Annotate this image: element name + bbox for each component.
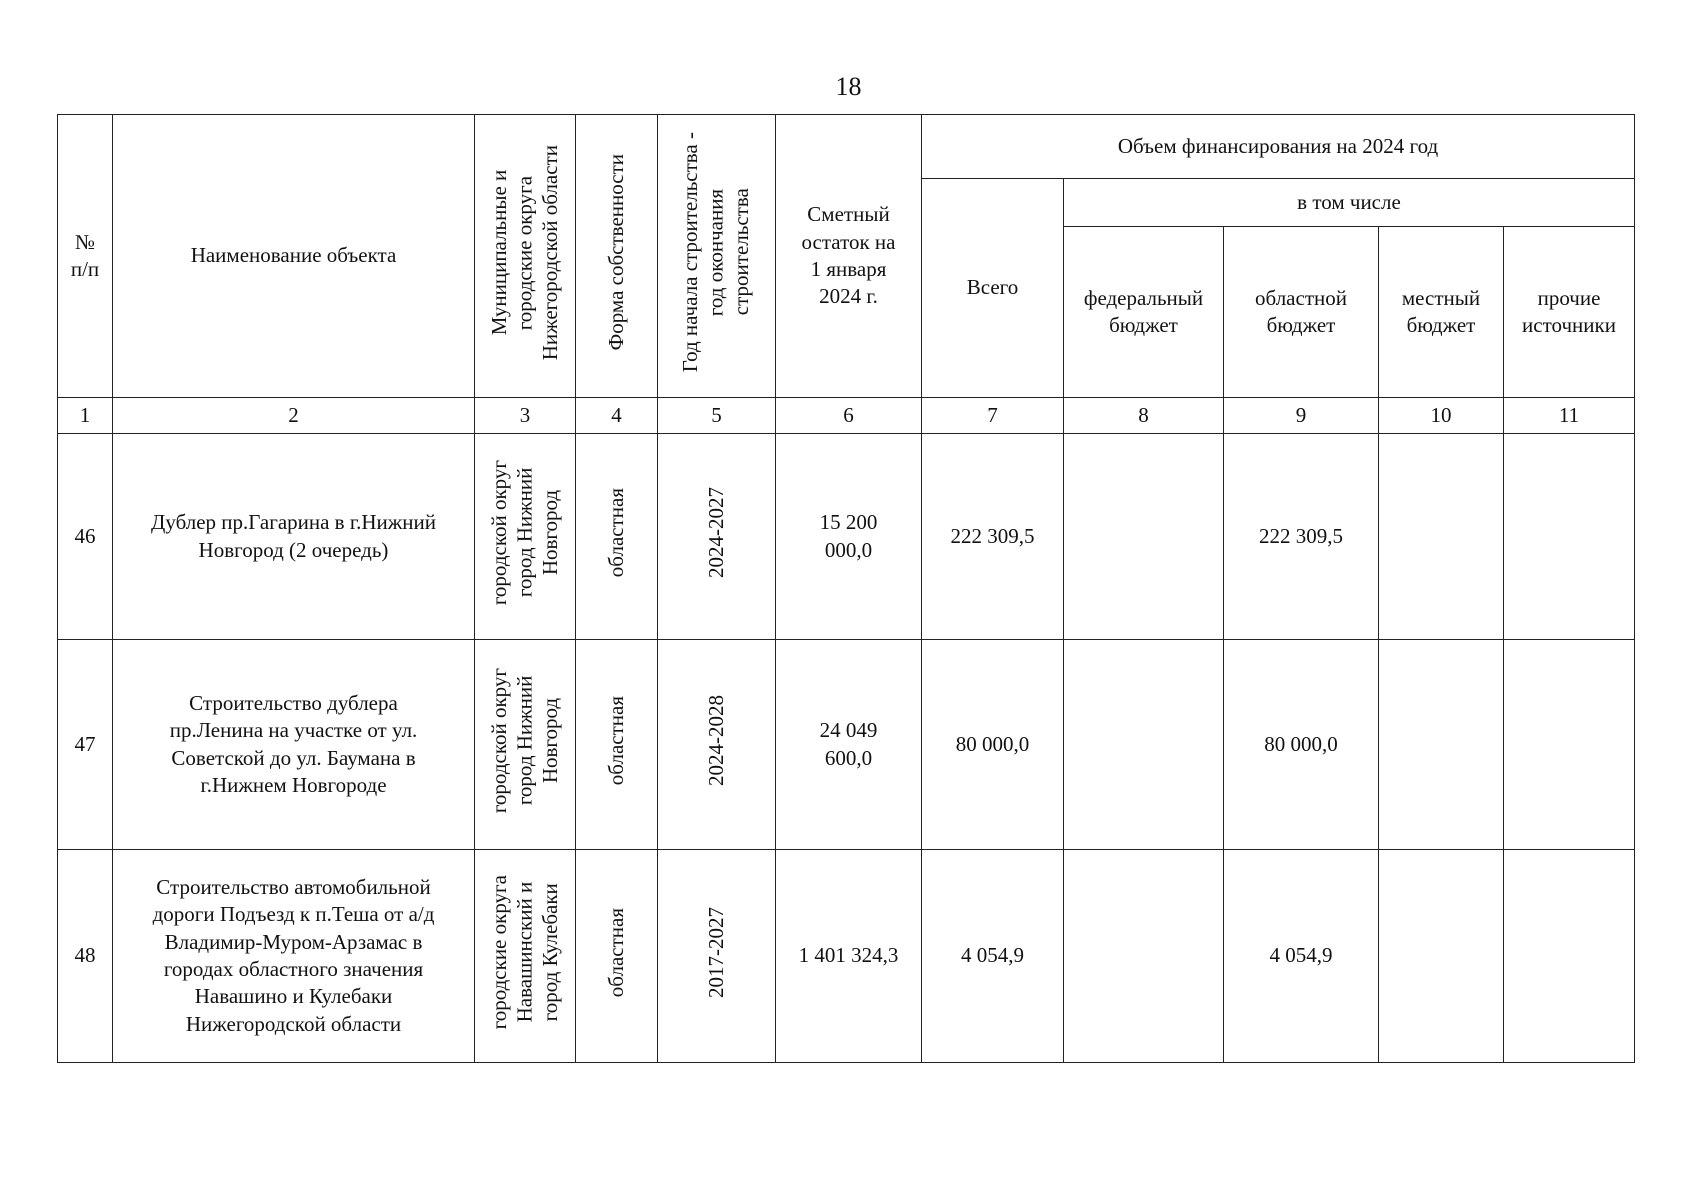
row-total: 222 309,5 <box>922 434 1064 640</box>
row-municipal-cell <box>475 850 576 1063</box>
column-number: 9 <box>1224 398 1379 434</box>
row-federal <box>1064 640 1224 850</box>
row-years-cell <box>658 434 776 640</box>
row-num: 46 <box>58 434 113 640</box>
row-regional: 4 054,9 <box>1224 850 1379 1063</box>
row-object-name: Дублер пр.Гагарина в г.Нижний Новгород (2 очередь) <box>113 434 475 640</box>
row-total: 80 000,0 <box>922 640 1064 850</box>
row-municipal: городской округ город Нижний Новгород <box>486 460 562 606</box>
row-object-name: Строительство дублера пр.Ленина на участке от ул. Советской до ул. Баумана в г.Нижнем Новгороде <box>113 640 475 850</box>
page-number: 18 <box>835 72 862 101</box>
row-federal <box>1064 850 1224 1063</box>
column-number: 2 <box>113 398 475 434</box>
row-estimate: 15 200 000,0 <box>776 434 922 640</box>
row-municipal: городские округа Навашинский и город Кулебаки <box>486 875 562 1030</box>
row-local <box>1379 640 1504 850</box>
column-number: 11 <box>1504 398 1635 434</box>
row-municipal-cell <box>475 640 576 850</box>
table-row <box>58 434 1635 640</box>
row-num: 48 <box>58 850 113 1063</box>
header-federal: федеральный бюджет <box>1064 227 1224 398</box>
header-total: Всего <box>922 179 1064 398</box>
row-regional: 222 309,5 <box>1224 434 1379 640</box>
row-years-cell <box>658 640 776 850</box>
row-ownership: областная <box>603 488 628 578</box>
row-object-name: Строительство автомобильной дороги Подъезд к п.Теша от а/д Владимир-Муром-Арзамас в городах областного значения Навашино и Кулебаки Нижегородской области <box>113 850 475 1063</box>
header-other: прочие источники <box>1504 227 1635 398</box>
row-num: 47 <box>58 640 113 850</box>
row-federal <box>1064 434 1224 640</box>
header-object-name: Наименование объекта <box>113 115 475 398</box>
row-ownership-cell <box>576 850 658 1063</box>
row-ownership: областная <box>603 907 628 997</box>
row-local <box>1379 434 1504 640</box>
row-municipal-cell <box>475 434 576 640</box>
header-regional: областной бюджет <box>1224 227 1379 398</box>
row-local <box>1379 850 1504 1063</box>
row-years-cell <box>658 850 776 1063</box>
row-other <box>1504 850 1635 1063</box>
column-number: 3 <box>475 398 576 434</box>
table-row <box>58 850 1635 1063</box>
row-years: 2024-2027 <box>703 487 728 579</box>
column-number-row <box>58 398 1635 434</box>
column-number: 4 <box>576 398 658 434</box>
table-row <box>58 640 1635 850</box>
row-years: 2024-2028 <box>703 695 728 787</box>
column-number: 10 <box>1379 398 1504 434</box>
header-municipal-cell <box>475 115 576 398</box>
row-ownership-cell <box>576 640 658 850</box>
row-municipal: городской округ город Нижний Новгород <box>486 668 562 814</box>
table-header <box>58 115 1635 434</box>
row-ownership-cell <box>576 434 658 640</box>
header-funding: Объем финансирования на 2024 год <box>922 115 1635 179</box>
header-ownership-cell <box>576 115 658 398</box>
header-years-cell <box>658 115 776 398</box>
column-number: 1 <box>58 398 113 434</box>
header-years: Год начала строительства - год окончания строительства <box>678 132 754 373</box>
column-number: 6 <box>776 398 922 434</box>
row-estimate: 24 049 600,0 <box>776 640 922 850</box>
header-estimate: Сметный остаток на 1 января 2024 г. <box>776 115 922 398</box>
row-total: 4 054,9 <box>922 850 1064 1063</box>
row-other <box>1504 640 1635 850</box>
header-local: местный бюджет <box>1379 227 1504 398</box>
header-num: № п/п <box>58 115 113 398</box>
column-number: 7 <box>922 398 1064 434</box>
header-municipal: Муниципальные и городские округа Нижегородской области <box>486 144 562 360</box>
row-regional: 80 000,0 <box>1224 640 1379 850</box>
column-number: 5 <box>658 398 776 434</box>
row-other <box>1504 434 1635 640</box>
row-ownership: областная <box>603 696 628 786</box>
column-number: 8 <box>1064 398 1224 434</box>
row-years: 2017-2027 <box>703 906 728 998</box>
header-ownership: Форма собственности <box>603 154 628 351</box>
row-estimate: 1 401 324,3 <box>776 850 922 1063</box>
header-including: в том числе <box>1064 179 1635 227</box>
budget-table <box>57 114 1635 1063</box>
